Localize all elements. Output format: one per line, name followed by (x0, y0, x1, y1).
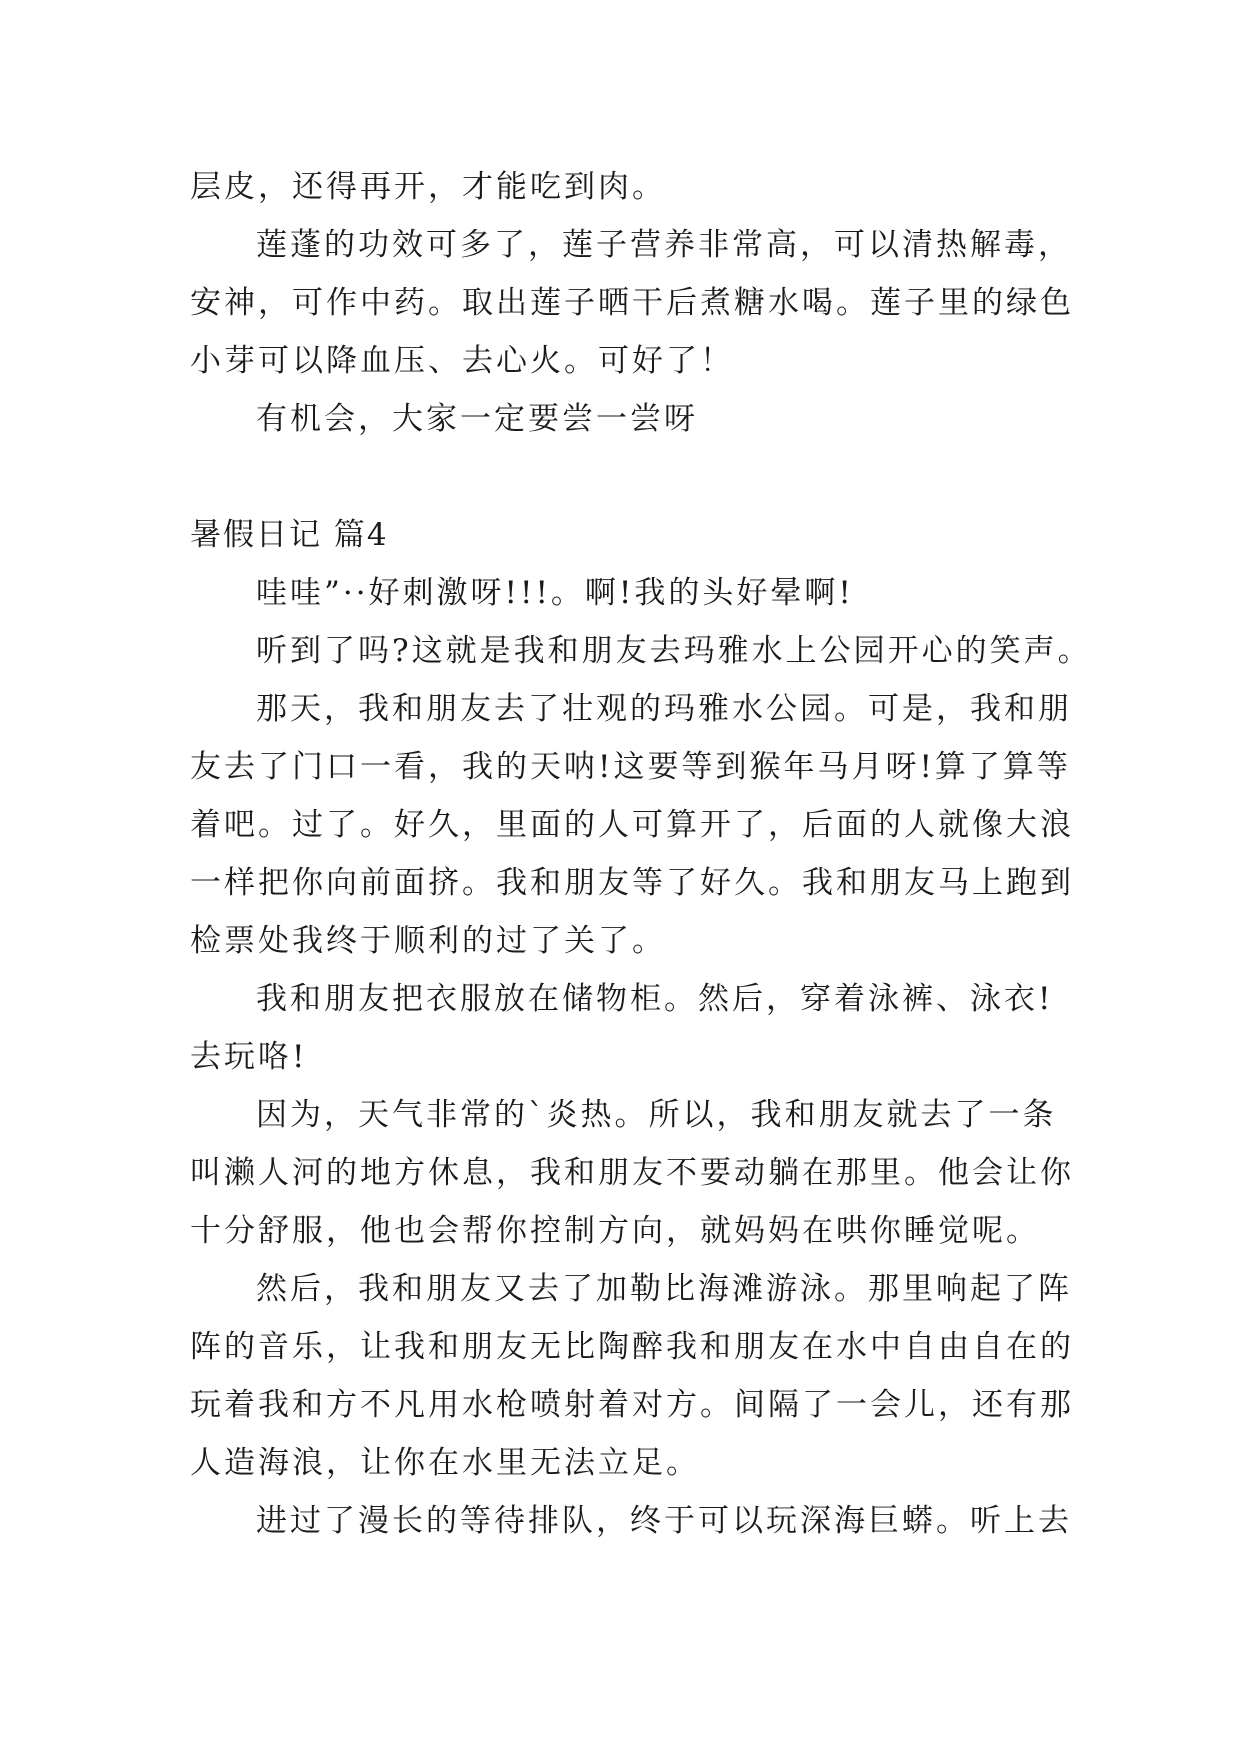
paragraph-line: 我和朋友把衣服放在储物柜。然后，穿着泳裤、泳衣! (256, 981, 1054, 1017)
paragraph-line: 叫濑人河的地方休息，我和朋友不要动躺在那里。他会让你 (190, 1155, 1074, 1191)
document-page (190, 158, 1092, 1550)
paragraph-line: 然后，我和朋友又去了加勒比海滩游泳。那里响起了阵 (256, 1271, 1072, 1307)
paragraph-line: 那天，我和朋友去了壮观的玛雅水公园。可是，我和朋 (256, 691, 1072, 727)
paragraph-line: 友去了门口一看，我的天呐!这要等到猴年马月呀!算了算等 (190, 749, 1071, 785)
paragraph-line: 层皮，还得再开，才能吃到肉。 (190, 169, 666, 205)
paragraph-line: 玩着我和方不凡用水枪喷射着对方。间隔了一会儿，还有那 (190, 1387, 1074, 1423)
paragraph-line: 因为，天气非常的`炎热。所以，我和朋友就去了一条 (256, 1097, 1057, 1133)
paragraph-line: 着吧。过了。好久，里面的人可算开了，后面的人就像大浪 (190, 807, 1074, 843)
paragraph-line: 阵的音乐，让我和朋友无比陶醉我和朋友在水中自由自在的 (190, 1329, 1074, 1365)
paragraph-line: 进过了漫长的等待排队，终于可以玩深海巨蟒。听上去 (256, 1503, 1072, 1539)
section-spacer (190, 448, 1070, 506)
paragraph-line: 十分舒服，他也会帮你控制方向，就妈妈在哄你睡觉呢。 (190, 1213, 1040, 1249)
paragraph-line: 哇哇”··好刺激呀!!!。啊!我的头好晕啊! (256, 575, 854, 611)
paragraph-line: 听到了吗?这就是我和朋友去玛雅水上公园开心的笑声。 (256, 633, 1092, 669)
paragraph-line: 检票处我终于顺利的过了关了。 (190, 923, 666, 959)
paragraph-line: 人造海浪，让你在水里无法立足。 (190, 1445, 700, 1481)
section-title: 暑假日记 篇4 (190, 517, 389, 553)
paragraph-line: 小芽可以降血压、去心火。可好了！ (190, 343, 734, 379)
paragraph-line: 有机会，大家一定要尝一尝呀 (256, 401, 698, 437)
paragraph-line: 莲蓬的功效可多了，莲子营养非常高，可以清热解毒， (256, 227, 1072, 263)
paragraph-line: 去玩咯! (190, 1039, 308, 1075)
paragraph-line: 安神，可作中药。取出莲子晒干后煮糖水喝。莲子里的绿色 (190, 285, 1074, 321)
paragraph-line: 一样把你向前面挤。我和朋友等了好久。我和朋友马上跑到 (190, 865, 1074, 901)
